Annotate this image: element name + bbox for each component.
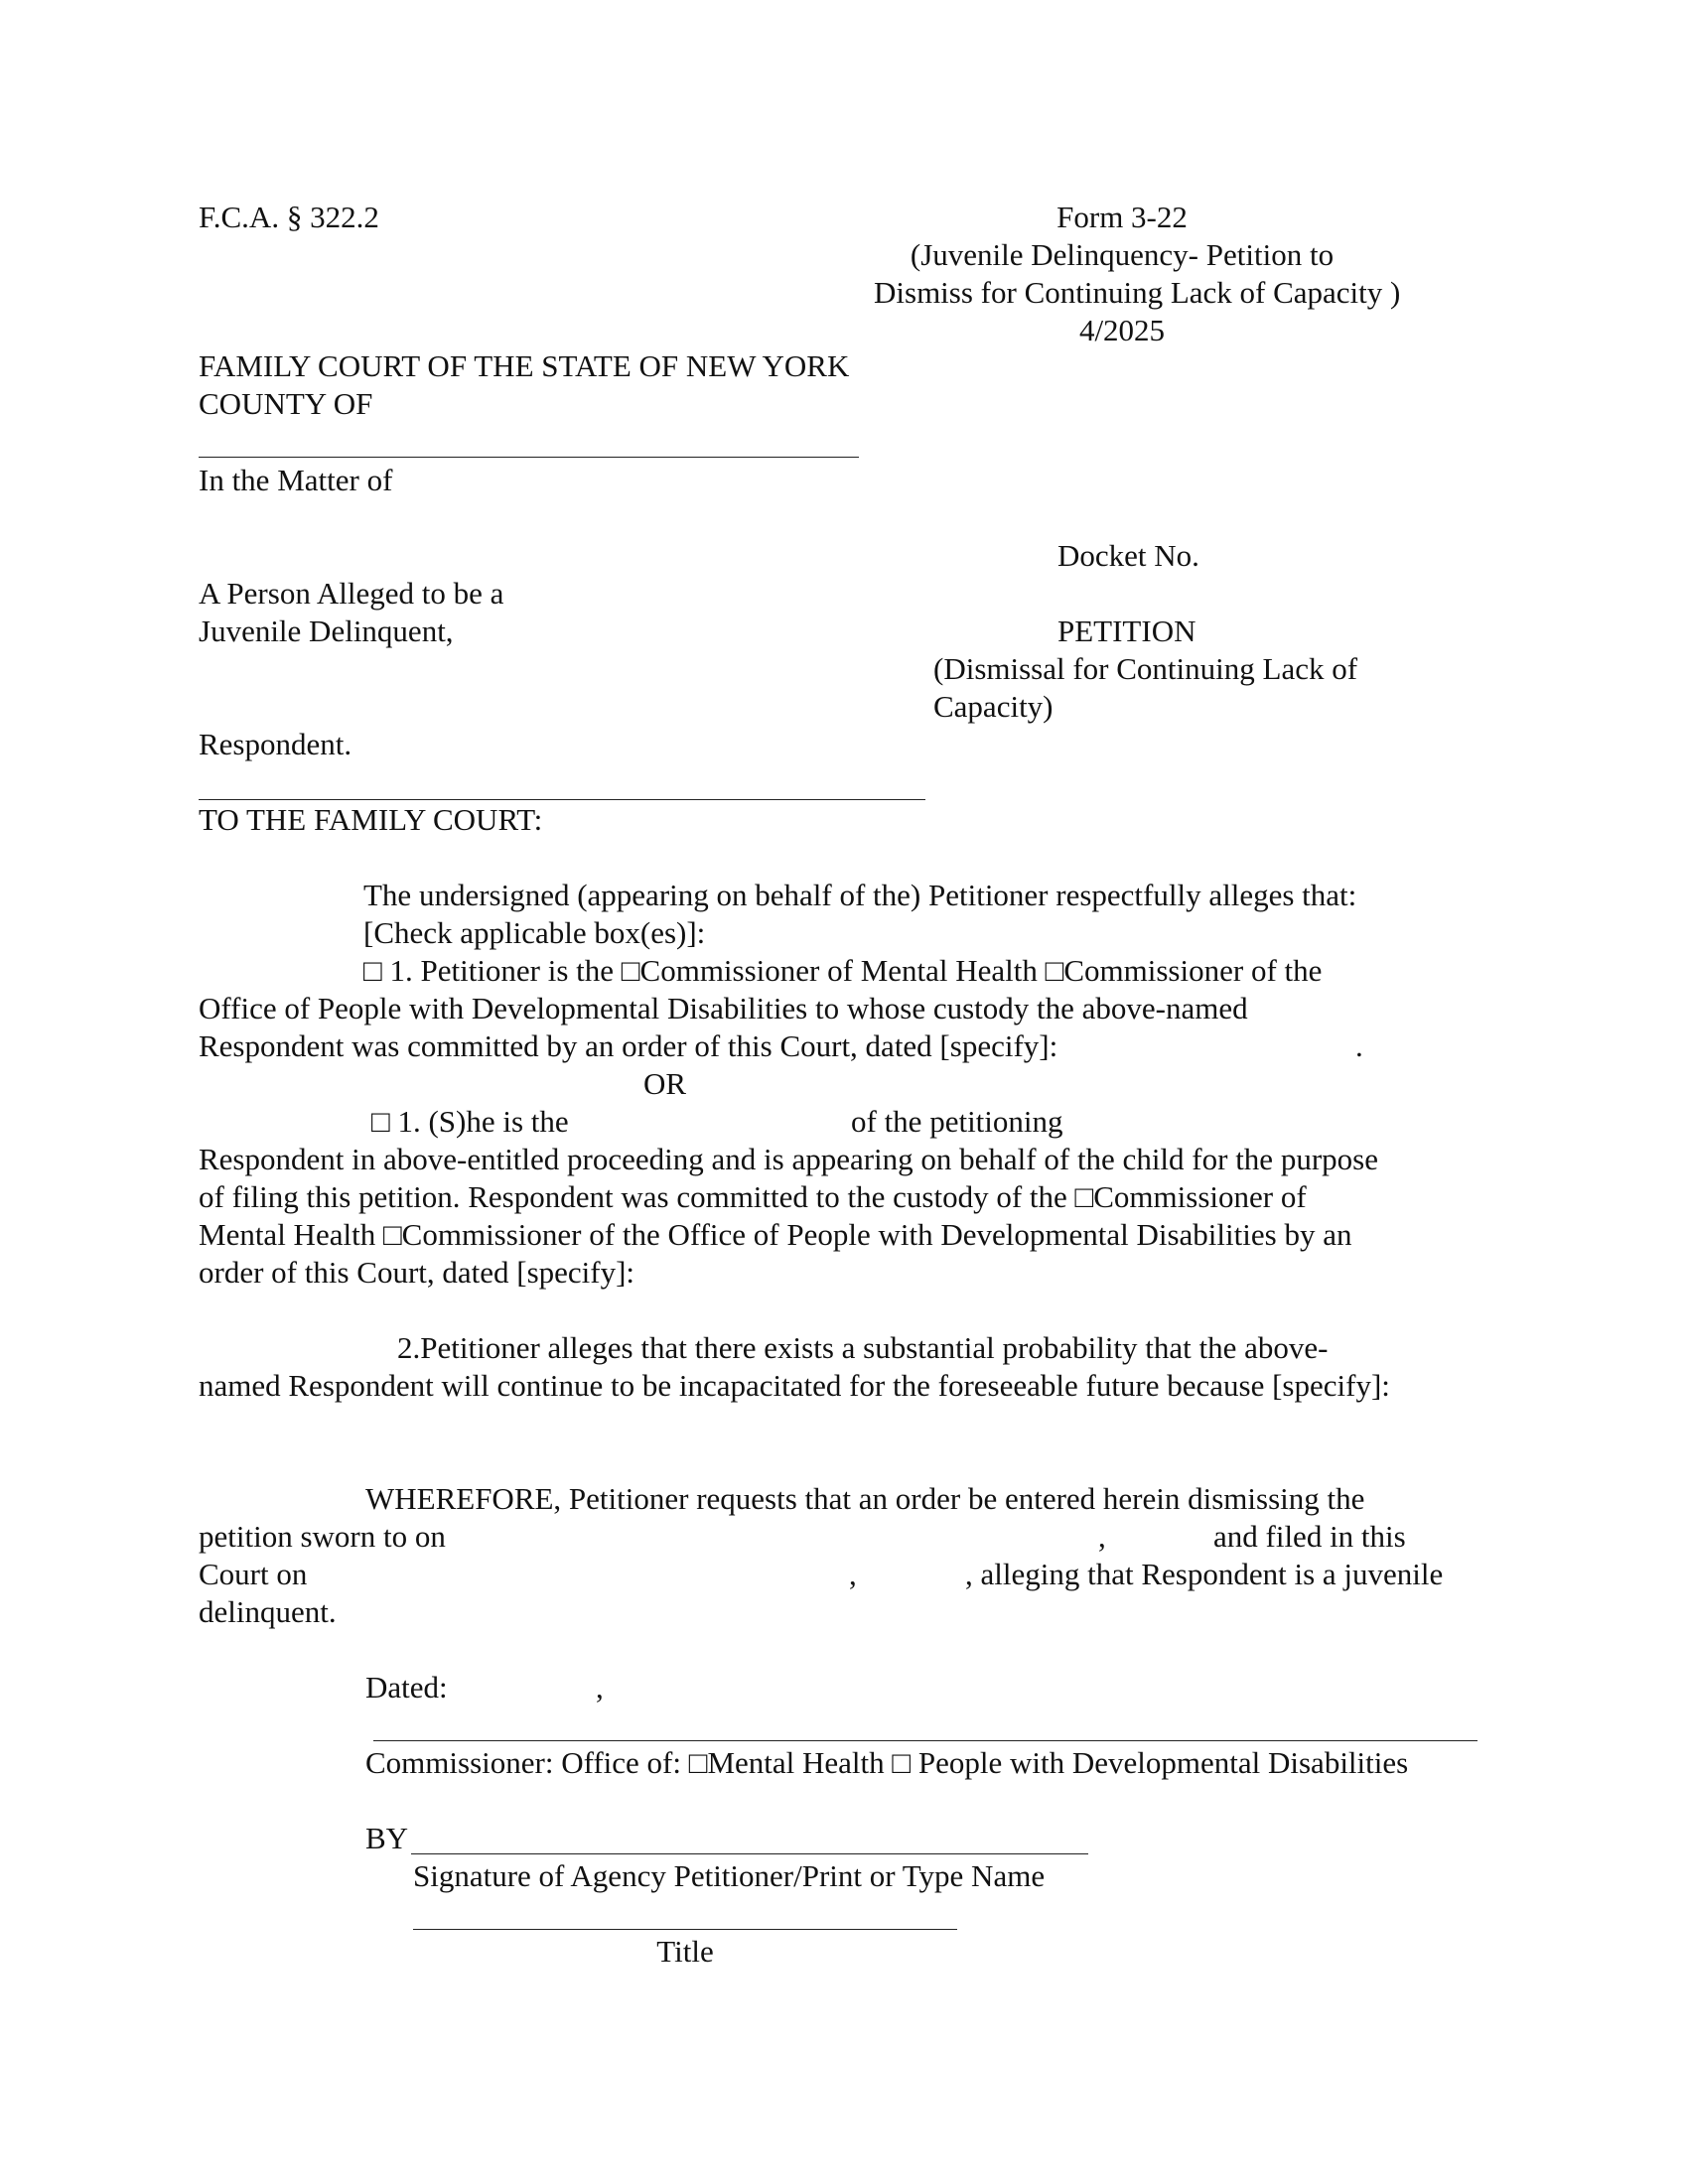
statute-citation: F.C.A. § 322.2 (199, 200, 379, 234)
wherefore-line4: delinquent. (199, 1594, 337, 1629)
matter-label: In the Matter of (199, 463, 393, 497)
wherefore-filed: and filed in this (1213, 1519, 1406, 1554)
paragraph1b-end: of the petitioning (851, 1104, 1063, 1139)
paragraph1a-line3: Respondent was committed by an order of this Court, dated [specify]: (199, 1028, 1058, 1063)
alleged-line1: A Person Alleged to be a (199, 576, 504, 611)
county-label: COUNTY OF (199, 386, 373, 421)
or-separator: OR (643, 1066, 687, 1101)
court-name: FAMILY COURT OF THE STATE OF NEW YORK (199, 348, 850, 383)
petition-subtitle-line1: (Dismissal for Continuing Lack of (933, 651, 1358, 686)
paragraph1b-line2: Respondent in above-entitled proceeding and is appearing on behalf of the child for the purpose (199, 1142, 1378, 1176)
form-revision-date: 4/2025 (1078, 313, 1166, 347)
signature-caption: Signature of Agency Petitioner/Print or Type Name (413, 1858, 1046, 1893)
commissioner-signature-line (373, 1740, 1477, 1741)
paragraph1a-period: . (1355, 1028, 1363, 1063)
paragraph2-line1: 2.Petitioner alleges that there exists a substantial probability that the above- (397, 1330, 1329, 1365)
wherefore-comma2: , (849, 1557, 857, 1591)
paragraph1b-line4: Mental Health □Commissioner of the Office of People with Developmental Disabilities by an (199, 1217, 1352, 1252)
county-blank-line (199, 457, 859, 458)
form-title-line2: Dismiss for Continuing Lack of Capacity ) (874, 275, 1401, 310)
wherefore-court-on: Court on (199, 1557, 308, 1591)
paragraph2-line2: named Respondent will continue to be incapacitated for the foreseeable future because [specify]: (199, 1368, 1390, 1403)
wherefore-sworn: petition sworn to on (199, 1519, 446, 1554)
to-court-heading: TO THE FAMILY COURT: (199, 802, 543, 837)
commissioner-office-line: Commissioner: Office of: □Mental Health □ People with Developmental Disabilities (365, 1745, 1409, 1780)
alleged-line2: Juvenile Delinquent, (199, 614, 454, 648)
dated-label: Dated: (365, 1670, 448, 1705)
petition-subtitle-line2: Capacity) (933, 689, 1054, 724)
wherefore-line1: WHEREFORE, Petitioner requests that an order be entered herein dismissing the (365, 1481, 1365, 1516)
paragraph1a-line1: □ 1. Petitioner is the □Commissioner of Mental Health □Commissioner of the (363, 953, 1323, 988)
intro-line1: The undersigned (appearing on behalf of the) Petitioner respectfully alleges that: (363, 878, 1357, 912)
form-title-line1: (Juvenile Delinquency- Petition to (910, 237, 1335, 272)
form-number: Form 3-22 (1056, 200, 1188, 234)
caption-bottom-line (199, 799, 925, 800)
paragraph1b-line5: order of this Court, dated [specify]: (199, 1255, 635, 1290)
by-signature-line (411, 1853, 1088, 1854)
wherefore-comma: , (1098, 1519, 1106, 1554)
docket-label: Docket No. (1057, 538, 1199, 573)
paragraph1b-line3: of filing this petition. Respondent was committed to the custody of the □Commissioner of (199, 1179, 1307, 1214)
paragraph1a-line2: Office of People with Developmental Disabilities to whose custody the above-named (199, 991, 1248, 1025)
paragraph1b-start: □ 1. (S)he is the (371, 1104, 569, 1139)
petition-title: PETITION (1057, 614, 1196, 648)
dated-comma: , (596, 1670, 604, 1705)
title-line (413, 1929, 957, 1930)
respondent-label: Respondent. (199, 727, 352, 761)
title-caption: Title (656, 1934, 714, 1969)
intro-line2: [Check applicable box(es)]: (363, 915, 706, 950)
by-label: BY (365, 1821, 409, 1855)
wherefore-alleging: , alleging that Respondent is a juvenile (965, 1557, 1444, 1591)
